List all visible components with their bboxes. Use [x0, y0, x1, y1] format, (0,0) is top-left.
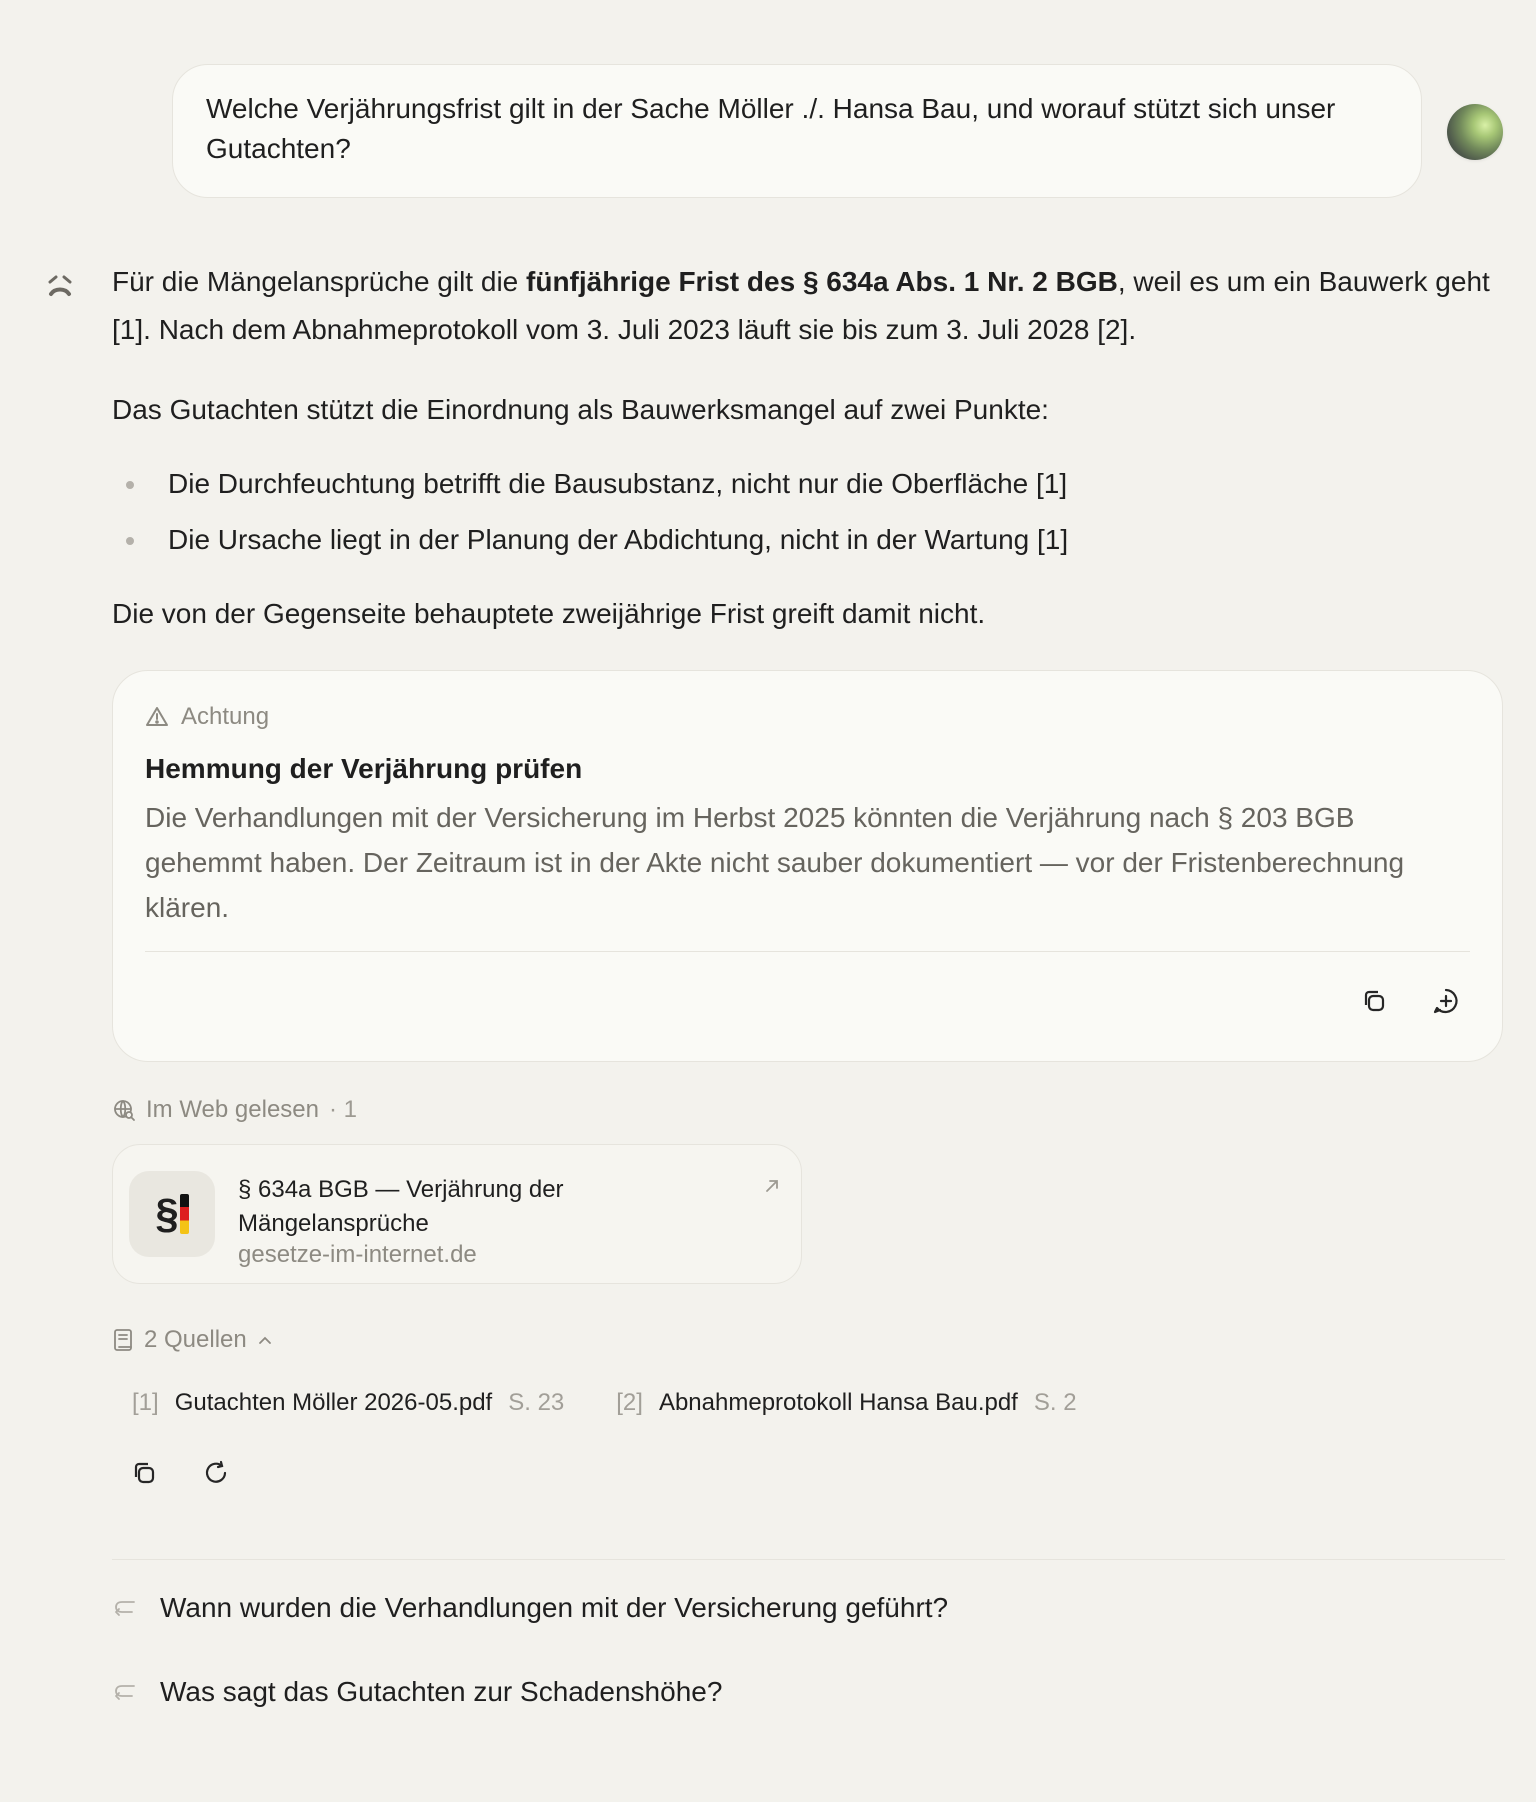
answer-bullet-item: Die Durchfeuchtung betrifft die Bausubstanz, nicht nur die Oberfläche [1]: [112, 456, 1505, 512]
external-link-icon[interactable]: [763, 1177, 781, 1195]
followup-text: Wann wurden die Verhandlungen mit der Versicherung geführt?: [160, 1592, 949, 1623]
regenerate-icon[interactable]: [200, 1457, 232, 1489]
alert-triangle-icon: [145, 705, 169, 729]
user-avatar[interactable]: [1447, 104, 1503, 160]
source-page: S. 23: [508, 1389, 565, 1416]
web-read-count: · 1: [328, 1096, 357, 1123]
copy-icon[interactable]: [1358, 985, 1390, 1017]
add-comment-icon[interactable]: [1430, 985, 1462, 1017]
web-source-card[interactable]: [112, 1144, 802, 1284]
chevron-up-icon: [257, 1332, 273, 1348]
assistant-message: [112, 258, 1505, 1489]
source-item[interactable]: [132, 1389, 564, 1419]
globe-search-icon: [112, 1098, 136, 1122]
sources-toggle[interactable]: [112, 1324, 1505, 1356]
gesetze-favicon-icon: [129, 1171, 215, 1257]
source-number: [2]: [616, 1389, 643, 1416]
copy-answer-icon[interactable]: [128, 1457, 160, 1489]
source-name: Abnahmeprotokoll Hansa Bau.pdf: [658, 1389, 1018, 1416]
user-message-row: [172, 64, 1422, 198]
answer-text-end: , weil es um ein Bauwerk geht [1]. Nach dem Abnahmeprotokoll vom 3. Juli 2023 läuft sie bis zum 3. Juli 2028 [2].: [112, 266, 1490, 345]
reply-arrow-icon: [112, 1681, 138, 1703]
warning-card: [112, 670, 1503, 1062]
source-item[interactable]: [616, 1389, 1076, 1419]
followup-divider: [112, 1559, 1505, 1560]
answer-paragraph-3: Die von der Gegenseite behauptete zweijährige Frist greift damit nicht.: [112, 598, 986, 629]
answer-bullet-list: [112, 456, 1505, 568]
warning-header: [145, 701, 1470, 733]
web-source-title: § 634a BGB — Verjährung der Mängelansprüche: [238, 1176, 564, 1237]
warning-label: Achtung: [181, 703, 270, 730]
warning-divider: [145, 951, 1470, 952]
followup-text: Was sagt das Gutachten zur Schadenshöhe?: [160, 1676, 723, 1707]
followup-suggestion[interactable]: [112, 1588, 1505, 1628]
user-message-bubble: Welche Verjährungsfrist gilt in der Sache Möller ./. Hansa Bau, und worauf stützt sich unser Gutachten?: [172, 64, 1422, 198]
warning-actions: [1358, 985, 1462, 1017]
answer-paragraph-2: Das Gutachten stützt die Einordnung als Bauwerksmangel auf zwei Punkte:: [112, 394, 1049, 425]
source-number: [1]: [132, 1389, 159, 1416]
source-page: S. 2: [1033, 1389, 1077, 1416]
sources-list: [112, 1389, 1505, 1419]
warning-body: Die Verhandlungen mit der Versicherung im Herbst 2025 könnten die Verjährung nach § 203 BGB gehemmt haben. Der Zeitraum ist in der Akte nicht sauber dokumentiert — vor der Fristenberechnung klären.: [145, 802, 1405, 923]
followup-suggestion[interactable]: [112, 1672, 1505, 1712]
web-read-header: [112, 1094, 1505, 1126]
answer-text-start: Für die Mängelansprüche gilt die: [112, 266, 527, 297]
web-read-label: Im Web gelesen: [146, 1096, 319, 1123]
answer-paragraph-1: [112, 258, 1505, 354]
answer-bold-text: fünfjährige Frist des § 634a Abs. 1 Nr. 2 BGB: [526, 266, 1118, 297]
document-icon: [112, 1328, 134, 1352]
favicon-symbol: §: [155, 1190, 177, 1237]
reply-arrow-icon: [112, 1597, 138, 1619]
source-name: Gutachten Möller 2026-05.pdf: [174, 1389, 493, 1416]
answer-bullet-item: Die Ursache liegt in der Planung der Abdichtung, nicht in der Wartung [1]: [112, 512, 1505, 568]
assistant-logo-icon: [44, 270, 76, 302]
warning-title: Hemmung der Verjährung prüfen: [145, 753, 583, 784]
answer-actions: [112, 1457, 1505, 1489]
sources-label: 2 Quellen: [144, 1326, 247, 1353]
web-source-domain: gesetze-im-internet.de: [238, 1241, 477, 1268]
